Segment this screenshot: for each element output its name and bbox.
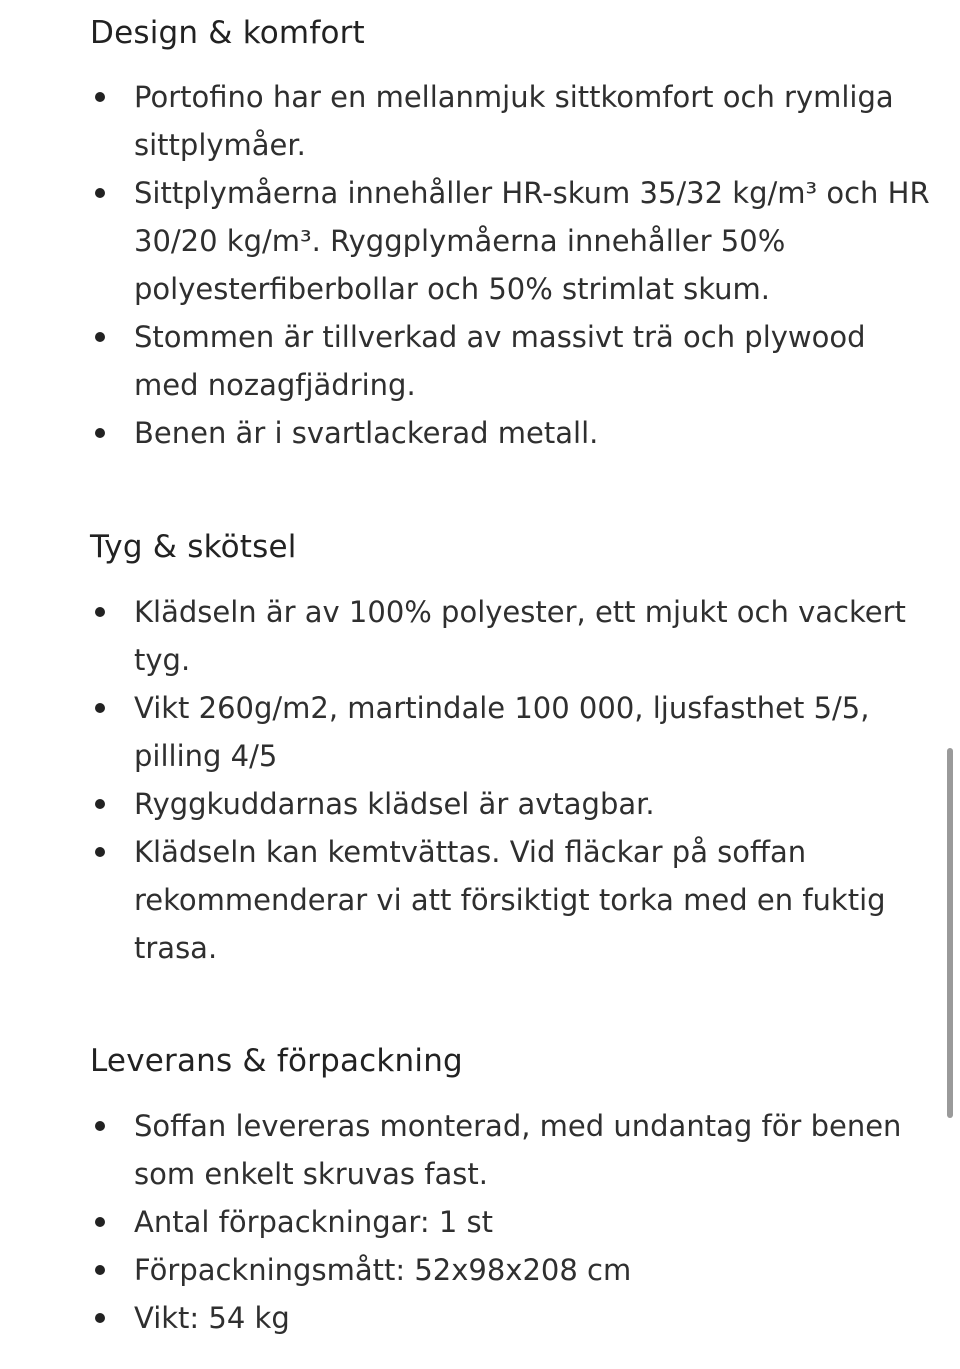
list-item-text: Soffan levereras monterad, med undantag för benen som enkelt skruvas fast. <box>134 1109 902 1191</box>
bullet-icon <box>95 1313 105 1323</box>
section-title-design-komfort: Design & komfort <box>90 15 365 51</box>
list-item <box>90 409 930 457</box>
list-item-text: Klädseln är av 100% polyester, ett mjukt och vackert tyg. <box>134 595 906 677</box>
list-item <box>90 780 930 828</box>
bullet-icon <box>95 607 105 617</box>
scrollbar[interactable] <box>947 748 953 1118</box>
list-item <box>90 588 930 684</box>
list-item-text: Vikt 260g/m2, martindale 100 000, ljusfasthet 5/5, pilling 4/5 <box>134 691 870 773</box>
bullet-icon <box>95 1217 105 1227</box>
tyg-skotsel-list <box>90 588 930 972</box>
list-item <box>90 828 930 972</box>
list-item <box>90 313 930 409</box>
list-item <box>90 1246 930 1294</box>
bullet-icon <box>95 428 105 438</box>
bullet-icon <box>95 92 105 102</box>
list-item-text: Vikt: 54 kg <box>134 1301 290 1335</box>
list-item <box>90 684 930 780</box>
bullet-icon <box>95 799 105 809</box>
bullet-icon <box>95 332 105 342</box>
list-item <box>90 1198 930 1246</box>
list-item-text: Ryggkuddarnas klädsel är avtagbar. <box>134 787 655 821</box>
section-title-leverans-forpackning: Leverans & förpackning <box>90 1043 463 1079</box>
bullet-icon <box>95 188 105 198</box>
list-item-text: Portofino har en mellanmjuk sittkomfort och rymliga sittplymåer. <box>134 80 894 162</box>
leverans-forpackning-list <box>90 1102 930 1342</box>
list-item <box>90 169 930 313</box>
list-item-text: Benen är i svartlackerad metall. <box>134 416 599 450</box>
section-title-tyg-skotsel: Tyg & skötsel <box>90 529 297 565</box>
bullet-icon <box>95 847 105 857</box>
bullet-icon <box>95 1265 105 1275</box>
list-item <box>90 1294 930 1342</box>
list-item-text: Stommen är tillverkad av massivt trä och plywood med nozagfjädring. <box>134 320 866 402</box>
list-item-text: Förpackningsmått: 52x98x208 cm <box>134 1253 632 1287</box>
list-item <box>90 1102 930 1198</box>
list-item-text: Klädseln kan kemtvättas. Vid fläckar på soffan rekommenderar vi att försiktigt torka med en fuktig trasa. <box>134 835 886 965</box>
list-item-text: Antal förpackningar: 1 st <box>134 1205 493 1239</box>
list-item-text: Sittplymåerna innehåller HR-skum 35/32 kg/m³ och HR 30/20 kg/m³. Ryggplymåerna innehåller 50% polyesterfiberbollar och 50% strimlat skum. <box>134 176 930 306</box>
list-item <box>90 73 930 169</box>
bullet-icon <box>95 703 105 713</box>
bullet-icon <box>95 1121 105 1131</box>
design-komfort-list <box>90 73 930 457</box>
